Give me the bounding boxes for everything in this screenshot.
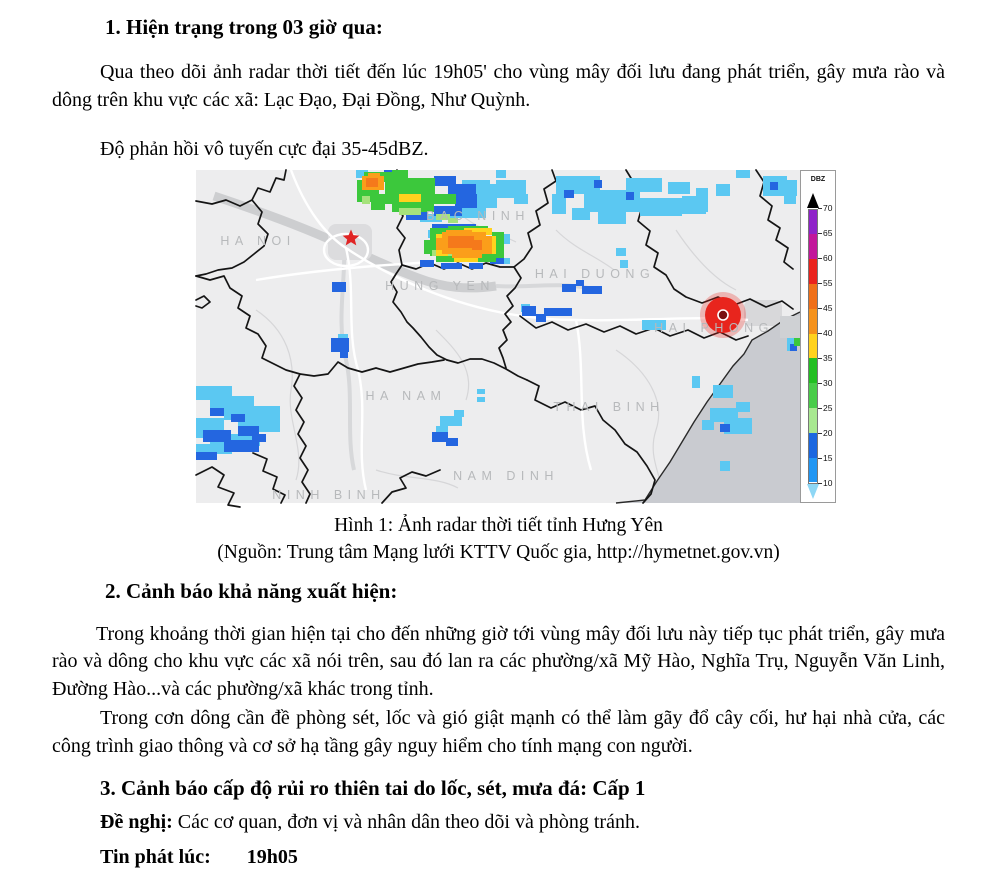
- section2-para2: Trong cơn dông cần đề phòng sét, lốc và gió giật mạnh có thể làm gãy đổ cây cối, hư hại nhà cửa, các công trình giao thông và cơ sở hạ tầng gây nguy hiểm cho tính mạng con người.: [52, 707, 945, 757]
- request-line: [100, 809, 945, 836]
- dbz-band: [809, 259, 817, 284]
- section2-heading: 2. Cảnh báo khả năng xuất hiện:: [105, 578, 398, 603]
- dbz-tick: 15: [818, 454, 836, 463]
- issued-value: 19h05: [246, 846, 298, 868]
- issued-line: [100, 844, 945, 871]
- dbz-tick: 55: [818, 279, 836, 288]
- storm-cell-eye: [718, 310, 728, 320]
- dbz-band: [809, 334, 817, 359]
- estuary-patch: [780, 316, 800, 338]
- section1-para1: Qua theo dõi ảnh radar thời tiết đến lúc 19h05' cho vùng mây đối lưu đang phát triển, gây mưa rào và dông trên khu vực các xã: Lạc Đạo, Đại Đồng, Như Quỳnh.: [52, 61, 945, 111]
- dbz-colorbar: [800, 170, 836, 503]
- dbz-gradient-bar: [808, 209, 818, 484]
- dbz-band: [809, 408, 817, 433]
- dbz-tick: 65: [818, 229, 836, 238]
- dbz-tick: 35: [818, 354, 836, 363]
- dbz-tick: 70: [818, 204, 836, 213]
- dbz-tick: 30: [818, 379, 836, 388]
- dbz-tick: 45: [818, 304, 836, 313]
- section1-heading: 1. Hiện trạng trong 03 giờ qua:: [105, 15, 383, 39]
- request-label: Đề nghị:: [100, 811, 173, 833]
- dbz-tick-labels: [818, 204, 836, 488]
- dbz-band: [809, 309, 817, 334]
- province-label-hai-duong: HAI DUONG: [534, 266, 656, 281]
- dbz-tick: 60: [818, 254, 836, 263]
- figure-source: (Nguồn: Trung tâm Mạng lưới KTTV Quốc gia, http://hymetnet.gov.vn): [217, 541, 780, 563]
- dbz-band: [809, 210, 817, 235]
- province-label-nam-dinh: NAM DINH: [453, 468, 559, 483]
- dbz-scale-title: DBZ: [810, 175, 826, 183]
- dbz-band: [809, 433, 817, 458]
- section1-para2: Độ phản hồi vô tuyến cực đại 35-45dBZ.: [100, 138, 429, 160]
- radar-map-figure: [196, 170, 836, 503]
- dbz-band: [809, 458, 817, 483]
- colorbar-down-arrow-icon: [807, 484, 819, 499]
- figure-caption: Hình 1: Ảnh radar thời tiết tỉnh Hưng Yên: [334, 514, 663, 536]
- section3-heading: 3. Cảnh báo cấp độ rủi ro thiên tai do lốc, sét, mưa đá: Cấp 1: [100, 776, 646, 800]
- dbz-band: [809, 383, 817, 408]
- issued-label: Tin phát lúc:: [100, 846, 211, 868]
- province-label-hai-phong: HAI PHONG: [654, 320, 774, 335]
- request-text: Các cơ quan, đơn vị và nhân dân theo dõi và phòng tránh.: [172, 811, 640, 833]
- dbz-tick: 25: [818, 404, 836, 413]
- province-label-ha-nam: HA NAM: [365, 388, 447, 403]
- province-label-bac-ninh: BAC NINH: [426, 208, 530, 223]
- section2-para1: Trong khoảng thời gian hiện tại cho đến những giờ tới vùng mây đối lưu này tiếp tục phát triển, gây mưa rào và dông cho khu vực các xã nói trên, sau đó lan ra các phường/xã Mỹ Hào, Nghĩa Trụ, Nguyễn Văn Linh, Đường Hào...và các phường/xã khác trong tỉnh.: [52, 622, 945, 700]
- dbz-band: [809, 234, 817, 259]
- dbz-band: [809, 358, 817, 383]
- province-label-ha-noi: HA NOI: [220, 233, 296, 248]
- dbz-band: [809, 284, 817, 309]
- dbz-tick: 10: [818, 479, 836, 488]
- dbz-tick: 20: [818, 429, 836, 438]
- weather-bulletin-page: [0, 14, 997, 868]
- province-label-hung-yen: HUNG YEN: [385, 278, 495, 293]
- province-label-thai-binh: THAI BINH: [553, 399, 665, 414]
- province-label-ninh-binh: NINH BINH: [272, 487, 386, 502]
- dbz-tick: 40: [818, 329, 836, 338]
